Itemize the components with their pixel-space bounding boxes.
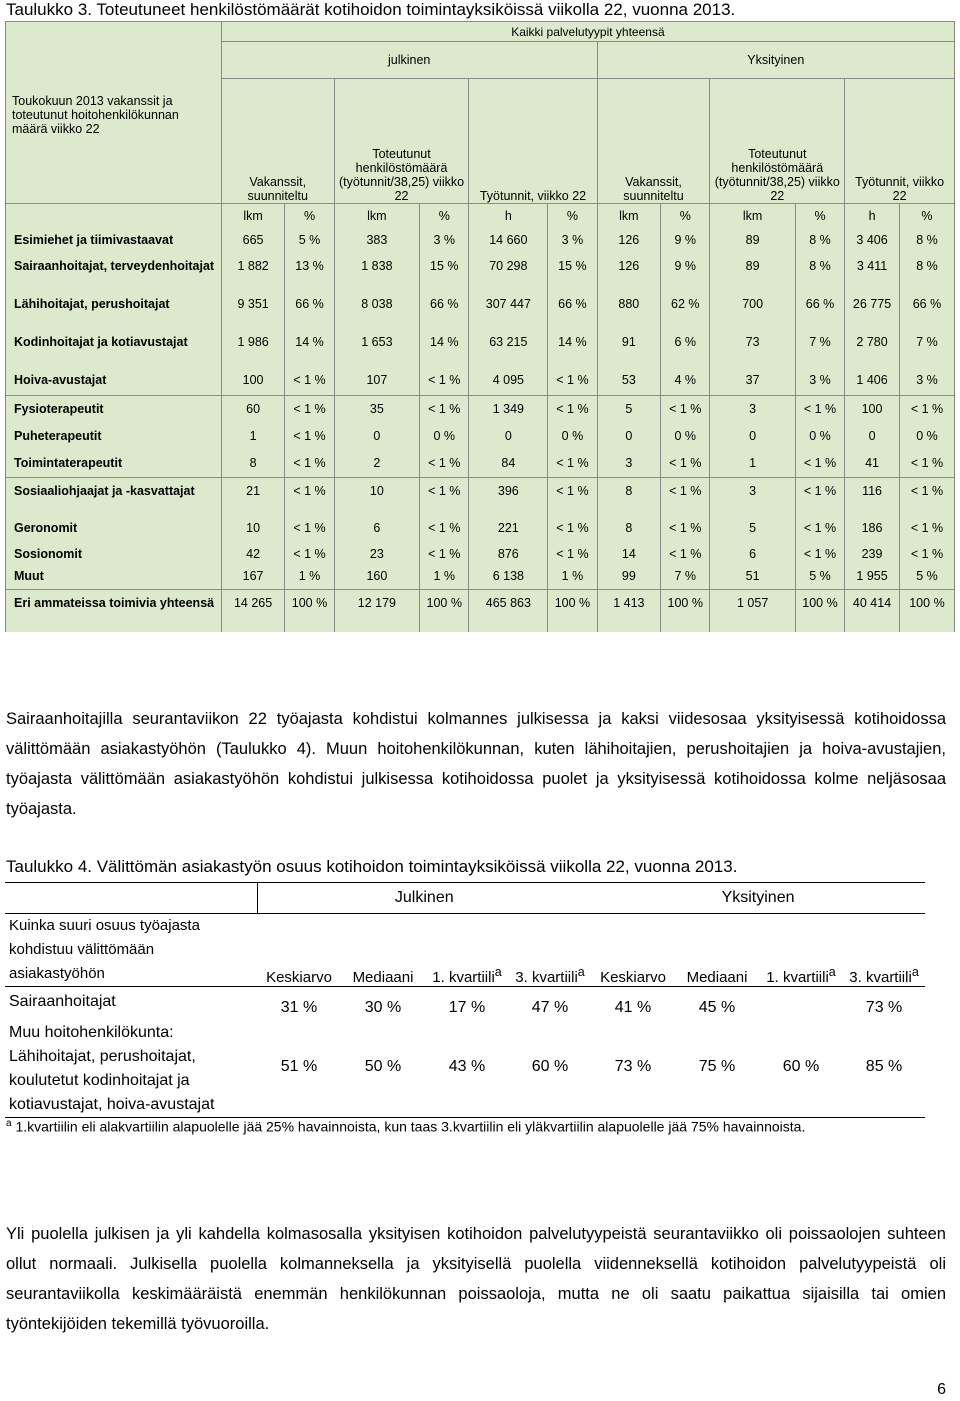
- value-cell: 7 %: [661, 563, 710, 589]
- value-cell: 880: [597, 291, 661, 329]
- value-cell: < 1 %: [548, 515, 597, 541]
- value-cell: < 1 %: [795, 395, 844, 423]
- value-cell: 2: [334, 450, 419, 477]
- row-label: Sairaanhoitajat, terveydenhoitajat: [6, 253, 222, 291]
- value-cell: 89: [710, 253, 795, 291]
- row-label: Toimintaterapeutit: [6, 450, 222, 477]
- value-cell: 5: [597, 395, 661, 423]
- value-cell: 0: [845, 423, 900, 450]
- value-cell: 3 %: [795, 367, 844, 395]
- row-label: Muut: [6, 563, 222, 589]
- t4-cell: 75 %: [675, 1017, 759, 1118]
- value-cell: 70 298: [469, 253, 548, 291]
- value-cell: 1 %: [548, 563, 597, 589]
- unit-cell: lkm: [710, 204, 795, 228]
- value-cell: 51: [710, 563, 795, 589]
- t4-cell: [759, 987, 843, 1017]
- row-label: Hoiva-avustajat: [6, 367, 222, 395]
- value-cell: 66 %: [548, 291, 597, 329]
- row-label: Geronomit: [6, 515, 222, 541]
- row-label: Sosiaaliohjaajat ja -kasvattajat: [6, 477, 222, 515]
- table3-row: [6, 253, 955, 291]
- value-cell: < 1 %: [899, 477, 954, 515]
- value-cell: 3 406: [845, 227, 900, 253]
- t4-cell: 60 %: [509, 1017, 591, 1118]
- value-cell: 100 %: [548, 589, 597, 632]
- value-cell: 1: [710, 450, 795, 477]
- value-cell: 0: [597, 423, 661, 450]
- row-label: Lähihoitajat, perushoitajat: [6, 291, 222, 329]
- value-cell: 8 %: [899, 253, 954, 291]
- unit-cell: %: [420, 204, 469, 228]
- value-cell: 14 %: [285, 329, 334, 367]
- value-cell: 4 %: [661, 367, 710, 395]
- value-cell: < 1 %: [661, 450, 710, 477]
- value-cell: < 1 %: [548, 477, 597, 515]
- value-cell: < 1 %: [795, 450, 844, 477]
- row-label: Sosionomit: [6, 541, 222, 563]
- value-cell: 5: [710, 515, 795, 541]
- unit-cell: h: [469, 204, 548, 228]
- value-cell: 66 %: [420, 291, 469, 329]
- value-cell: 239: [845, 541, 900, 563]
- sub-header: Työtunnit, viikko 22: [469, 79, 597, 204]
- value-cell: 10: [334, 477, 419, 515]
- value-cell: 40 414: [845, 589, 900, 632]
- t4-cell: 41 %: [614, 998, 652, 1016]
- unit-row: [6, 204, 955, 228]
- value-cell: 6 138: [469, 563, 548, 589]
- value-cell: 1 413: [597, 589, 661, 632]
- value-cell: 0 %: [548, 423, 597, 450]
- t4-corner: [5, 883, 257, 914]
- value-cell: 14 660: [469, 227, 548, 253]
- t4-sub-header: [425, 914, 509, 987]
- value-cell: 100 %: [285, 589, 334, 632]
- value-cell: 1 057: [710, 589, 795, 632]
- t4-cell: 60 %: [759, 1017, 843, 1118]
- value-cell: 23: [334, 541, 419, 563]
- value-cell: < 1 %: [420, 395, 469, 423]
- table3-row: [6, 477, 955, 515]
- value-cell: 186: [845, 515, 900, 541]
- value-cell: 1 %: [285, 563, 334, 589]
- value-cell: 26 775: [845, 291, 900, 329]
- table3-row: [6, 367, 955, 395]
- value-cell: < 1 %: [899, 515, 954, 541]
- value-cell: 126: [597, 253, 661, 291]
- sub-header: Toteutunut henkilöstömäärä (työtunnit/38,25) viikko 22: [334, 79, 469, 204]
- value-cell: 1 349: [469, 395, 548, 423]
- t4-sub-header: [759, 914, 843, 987]
- value-cell: < 1 %: [285, 423, 334, 450]
- value-cell: 1 %: [420, 563, 469, 589]
- table4-footnote: [6, 1113, 906, 1138]
- value-cell: 66 %: [795, 291, 844, 329]
- value-cell: 1 955: [845, 563, 900, 589]
- value-cell: 700: [710, 291, 795, 329]
- t4-row: [5, 987, 925, 1017]
- value-cell: 1 838: [334, 253, 419, 291]
- table3-top-header: Kaikki palvelutyypit yhteensä: [221, 22, 954, 42]
- value-cell: < 1 %: [420, 450, 469, 477]
- value-cell: < 1 %: [548, 395, 597, 423]
- t4-group-private: Yksityinen: [591, 883, 925, 914]
- value-cell: 160: [334, 563, 419, 589]
- t4-sub-header: [843, 914, 925, 987]
- value-cell: < 1 %: [420, 515, 469, 541]
- value-cell: 66 %: [285, 291, 334, 329]
- footnote-mark: a: [6, 1118, 12, 1129]
- value-cell: 6 %: [661, 329, 710, 367]
- value-cell: < 1 %: [899, 395, 954, 423]
- t4-sub-header-text: 3. kvartiili: [849, 969, 912, 986]
- t4-cell: 50 %: [341, 1017, 425, 1118]
- value-cell: 37: [710, 367, 795, 395]
- t4-cell: 51 %: [257, 1017, 341, 1118]
- table3-row: [6, 423, 955, 450]
- value-cell: 53: [597, 367, 661, 395]
- value-cell: 100 %: [795, 589, 844, 632]
- value-cell: 12 179: [334, 589, 419, 632]
- table3-row: [6, 450, 955, 477]
- row-label: Eri ammateissa toimivia yhteensä: [6, 589, 222, 632]
- value-cell: < 1 %: [795, 515, 844, 541]
- t4-cell: 47 %: [531, 998, 569, 1016]
- t4-sub-header: Mediaani: [341, 914, 425, 987]
- value-cell: 665: [221, 227, 285, 253]
- value-cell: < 1 %: [285, 515, 334, 541]
- value-cell: 7 %: [795, 329, 844, 367]
- value-cell: < 1 %: [548, 450, 597, 477]
- value-cell: < 1 %: [795, 541, 844, 563]
- value-cell: < 1 %: [420, 541, 469, 563]
- value-cell: 91: [597, 329, 661, 367]
- value-cell: 465 863: [469, 589, 548, 632]
- table3-row: [6, 291, 955, 329]
- t4-cell: 17 %: [448, 998, 486, 1016]
- value-cell: 100 %: [420, 589, 469, 632]
- unit-cell-empty: [6, 204, 222, 228]
- value-cell: 3: [710, 477, 795, 515]
- value-cell: 126: [597, 227, 661, 253]
- t4-cell: 73 %: [591, 1017, 675, 1118]
- value-cell: 42: [221, 541, 285, 563]
- unit-cell: lkm: [221, 204, 285, 228]
- value-cell: 14 %: [420, 329, 469, 367]
- value-cell: 8 %: [795, 253, 844, 291]
- table3-row: [6, 563, 955, 589]
- unit-cell: %: [285, 204, 334, 228]
- value-cell: < 1 %: [420, 477, 469, 515]
- value-cell: 3 411: [845, 253, 900, 291]
- value-cell: 3: [710, 395, 795, 423]
- value-cell: 15 %: [548, 253, 597, 291]
- value-cell: < 1 %: [899, 450, 954, 477]
- unit-cell: %: [795, 204, 844, 228]
- value-cell: < 1 %: [661, 395, 710, 423]
- t4-sub-header-text: 1. kvartiili: [432, 969, 495, 986]
- staffing-table: [5, 21, 955, 632]
- value-cell: < 1 %: [661, 541, 710, 563]
- value-cell: < 1 %: [420, 367, 469, 395]
- value-cell: 876: [469, 541, 548, 563]
- group-public-header: julkinen: [221, 42, 597, 79]
- value-cell: < 1 %: [899, 541, 954, 563]
- value-cell: 99: [597, 563, 661, 589]
- value-cell: < 1 %: [661, 515, 710, 541]
- t4-sub-header: Mediaani: [675, 914, 759, 987]
- value-cell: 1 882: [221, 253, 285, 291]
- value-cell: 116: [845, 477, 900, 515]
- t4-cell: 45 %: [698, 998, 736, 1016]
- footnote-mark: a: [577, 965, 585, 979]
- value-cell: 10: [221, 515, 285, 541]
- value-cell: 3 %: [899, 367, 954, 395]
- sub-header: Toteutunut henkilöstömäärä (työtunnit/38,25) viikko 22: [710, 79, 845, 204]
- value-cell: 14 %: [548, 329, 597, 367]
- value-cell: 2 780: [845, 329, 900, 367]
- value-cell: 84: [469, 450, 548, 477]
- table3-row: [6, 329, 955, 367]
- table4-caption: Taulukko 4. Välittömän asiakastyön osuus kotihoidon toimintayksiköissä viikolla 22, vuonna 2013.: [6, 857, 738, 876]
- value-cell: < 1 %: [285, 367, 334, 395]
- t4-sub-header: Keskiarvo: [591, 914, 675, 987]
- value-cell: 3: [597, 450, 661, 477]
- table3-row: [6, 395, 955, 423]
- unit-cell: lkm: [597, 204, 661, 228]
- value-cell: 0: [710, 423, 795, 450]
- value-cell: 6: [334, 515, 419, 541]
- value-cell: 5 %: [899, 563, 954, 589]
- t4-sub-header-text: 1. kvartiili: [766, 969, 829, 986]
- value-cell: 1 986: [221, 329, 285, 367]
- value-cell: < 1 %: [285, 450, 334, 477]
- value-cell: 73: [710, 329, 795, 367]
- value-cell: < 1 %: [795, 477, 844, 515]
- table3-row-header: Toukokuun 2013 vakanssit ja toteutunut hoitohenkilökunnan määrä viikko 22: [6, 22, 222, 204]
- row-label: Puheterapeutit: [6, 423, 222, 450]
- value-cell: 9 351: [221, 291, 285, 329]
- value-cell: 7 %: [899, 329, 954, 367]
- unit-cell: %: [548, 204, 597, 228]
- value-cell: 396: [469, 477, 548, 515]
- footnote-mark: a: [828, 965, 836, 979]
- value-cell: 8 038: [334, 291, 419, 329]
- value-cell: 8: [221, 450, 285, 477]
- t4-group-public: Julkinen: [257, 883, 591, 914]
- value-cell: 14: [597, 541, 661, 563]
- value-cell: 5 %: [285, 227, 334, 253]
- value-cell: 6: [710, 541, 795, 563]
- sub-header: Vakanssit, suunniteltu: [221, 79, 334, 204]
- t4-row-label: Muu hoitohenkilökunta: Lähihoitajat, perushoitajat, koulutetut kodinhoitajat ja kotiavustajat, hoiva-avustajat: [5, 1017, 257, 1118]
- footnote-mark: a: [494, 965, 502, 979]
- value-cell: 9 %: [661, 253, 710, 291]
- value-cell: 307 447: [469, 291, 548, 329]
- value-cell: 8: [597, 515, 661, 541]
- value-cell: 167: [221, 563, 285, 589]
- value-cell: 0 %: [420, 423, 469, 450]
- value-cell: 8 %: [795, 227, 844, 253]
- table3-body: [6, 204, 955, 633]
- sub-header: Vakanssit, suunniteltu: [597, 79, 710, 204]
- value-cell: 0: [469, 423, 548, 450]
- value-cell: 63 215: [469, 329, 548, 367]
- t4-row-label: Sairaanhoitajat: [9, 992, 116, 1010]
- group-private-header: Yksityinen: [597, 42, 954, 79]
- value-cell: 3 %: [420, 227, 469, 253]
- value-cell: 62 %: [661, 291, 710, 329]
- value-cell: 100 %: [899, 589, 954, 632]
- value-cell: 3 %: [548, 227, 597, 253]
- value-cell: 383: [334, 227, 419, 253]
- value-cell: 5 %: [795, 563, 844, 589]
- value-cell: 41: [845, 450, 900, 477]
- value-cell: 0: [334, 423, 419, 450]
- paragraph-2: Yli puolella julkisen ja yli kahdella kolmasosalla yksityisen kotihoidon palvelutyypeistä seurantaviikko oli poissaolojen suhteen ollut normaali. Julkisella puolella kolmanneksella ja yksityisellä puolella viidenneksellä kotihoidon palvelutyypeistä oli seurantaviikolla keskimääräistä enemmän henkilökunnan poissaoloja, mutta ne oli saatu paikattua sijaisilla tai omien työntekijöiden tekemillä työvuoroilla.: [6, 1225, 946, 1333]
- unit-cell: lkm: [334, 204, 419, 228]
- footnote-text: 1.kvartiilin eli alakvartiilin alapuolelle jää 25% havainnoista, kun taas 3.kvartiilin eli yläkvartiilin alapuolelle jää 75% havainnoista.: [15, 1118, 806, 1135]
- value-cell: 14 265: [221, 589, 285, 632]
- value-cell: 1 406: [845, 367, 900, 395]
- value-cell: 8 %: [899, 227, 954, 253]
- value-cell: 9 %: [661, 227, 710, 253]
- value-cell: 15 %: [420, 253, 469, 291]
- t4-sub-header: Keskiarvo: [257, 914, 341, 987]
- value-cell: 100 %: [661, 589, 710, 632]
- t4-row: [5, 1017, 925, 1118]
- t4-cell: 31 %: [280, 998, 318, 1016]
- table3-row: [6, 227, 955, 253]
- table3-row: [6, 589, 955, 632]
- value-cell: 0 %: [661, 423, 710, 450]
- unit-cell: %: [899, 204, 954, 228]
- unit-cell: h: [845, 204, 900, 228]
- value-cell: < 1 %: [548, 541, 597, 563]
- unit-cell: %: [661, 204, 710, 228]
- sub-header: Työtunnit, viikko 22: [845, 79, 955, 204]
- value-cell: 13 %: [285, 253, 334, 291]
- row-label: Fysioterapeutit: [6, 395, 222, 423]
- value-cell: 221: [469, 515, 548, 541]
- value-cell: 21: [221, 477, 285, 515]
- value-cell: 1 653: [334, 329, 419, 367]
- value-cell: 0 %: [899, 423, 954, 450]
- value-cell: 8: [597, 477, 661, 515]
- value-cell: < 1 %: [285, 395, 334, 423]
- t4-cell: 73 %: [865, 998, 903, 1016]
- page-number: 6: [937, 1381, 946, 1398]
- direct-work-table: [5, 882, 925, 1118]
- value-cell: 107: [334, 367, 419, 395]
- table3-caption: Taulukko 3. Toteutuneet henkilöstömäärät kotihoidon toimintayksiköissä viikolla 22, vuonna 2013.: [6, 0, 736, 19]
- paragraph-1: Sairaanhoitajilla seurantaviikon 22 työajasta kohdistui kolmannes julkisessa ja kaksi viidesosaa yksityisessä kotihoidossa välittömään asiakastyöhön (Taulukko 4). Muun hoitohenkilökunnan, kuten lähihoitajien, perushoitajien ja hoiva-avustajien, työajasta välittömään asiakastyöhön kohdistui julkisessa kotihoidossa puolet ja yksityisessä kotihoidossa kolme neljäsosaa työajasta.: [6, 710, 946, 818]
- value-cell: < 1 %: [548, 367, 597, 395]
- value-cell: < 1 %: [661, 477, 710, 515]
- t4-sub-header: [509, 914, 591, 987]
- t4-cell: 85 %: [843, 1017, 925, 1118]
- value-cell: 35: [334, 395, 419, 423]
- t4-cell: 30 %: [364, 998, 402, 1016]
- table3-row: [6, 515, 955, 541]
- t4-cell: 43 %: [425, 1017, 509, 1118]
- value-cell: < 1 %: [285, 477, 334, 515]
- row-label: Esimiehet ja tiimivastaavat: [6, 227, 222, 253]
- value-cell: 100: [221, 367, 285, 395]
- value-cell: 0 %: [795, 423, 844, 450]
- value-cell: 89: [710, 227, 795, 253]
- value-cell: 100: [845, 395, 900, 423]
- value-cell: 60: [221, 395, 285, 423]
- t4-sub-header-text: 3. kvartiili: [515, 969, 578, 986]
- value-cell: 66 %: [899, 291, 954, 329]
- footnote-mark: a: [911, 965, 919, 979]
- value-cell: 1: [221, 423, 285, 450]
- value-cell: < 1 %: [285, 541, 334, 563]
- value-cell: 4 095: [469, 367, 548, 395]
- t4-row-header: Kuinka suuri osuus työajasta kohdistuu välittömään asiakastyöhön: [5, 914, 257, 987]
- table3-row: [6, 541, 955, 563]
- row-label: Kodinhoitajat ja kotiavustajat: [6, 329, 222, 367]
